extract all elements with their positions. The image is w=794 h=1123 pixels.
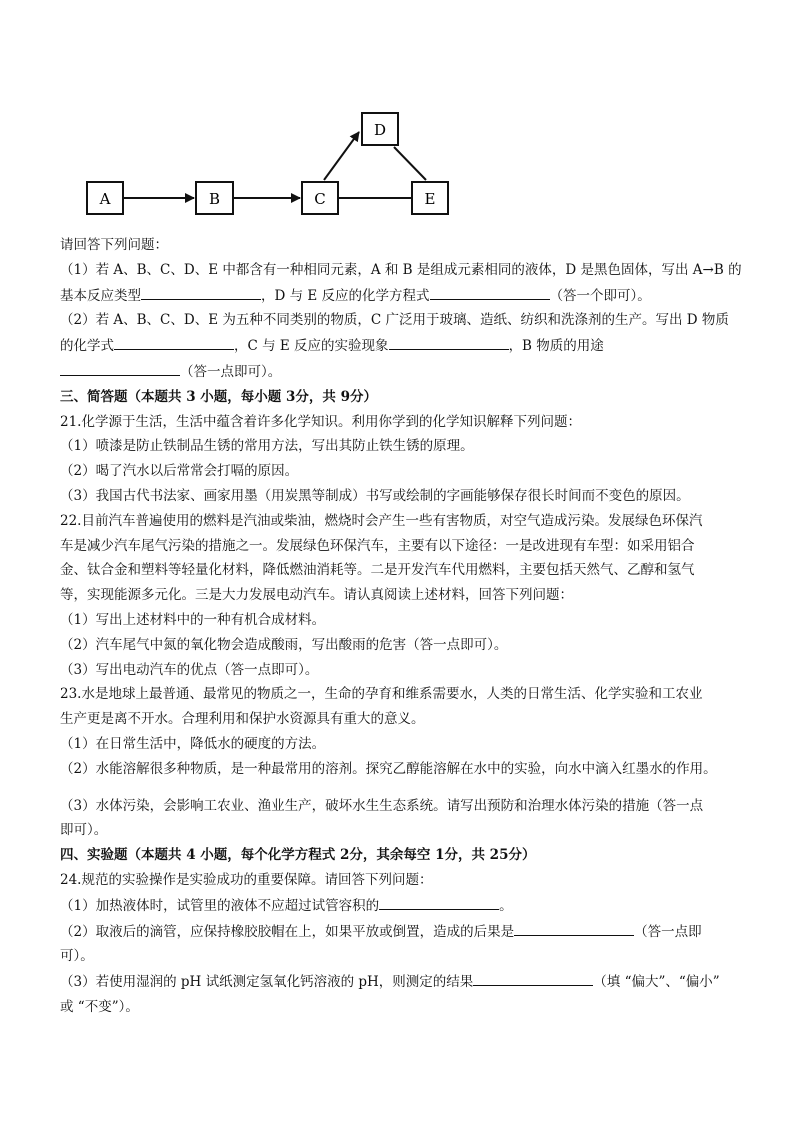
- q20-part1-line1: （1）若 A、B、C、D、E 中都含有一种相同元素，A 和 B 是组成元素相同的液体，D 是黑色固体，写出 A→B 的: [60, 261, 742, 278]
- section3-heading: 三、简答题（本题共 3 小题，每小题 3分，共 9分）: [60, 388, 377, 405]
- svg-text:C: C: [314, 190, 326, 208]
- svg-text:E: E: [424, 190, 436, 208]
- answer-blank-phenomenon[interactable]: [389, 333, 509, 350]
- q22-part3: （3）写出电动汽车的优点（答一点即可）。: [60, 661, 319, 678]
- answer-blank-usage-b[interactable]: [60, 359, 180, 376]
- node-c: [302, 182, 338, 214]
- q20-part1-text-a: 基本反应类型: [60, 287, 141, 304]
- q20-part2-line3: [60, 359, 750, 385]
- node-e: [412, 182, 448, 214]
- q22-line2: 车是减少汽车尾气污染的措施之一。发展绿色环保汽车，主要有以下途径：一是改进现有车型：如采用铝合: [60, 537, 695, 554]
- q24-part2-line2: 可）。: [60, 948, 94, 965]
- q20-part1-line2: [60, 283, 750, 309]
- q22-line3: 金、钛合金和塑料等轻量化材料，降低燃油消耗等。二是开发汽车代用燃料，主要包括天然气、乙醇和氢气: [60, 562, 695, 579]
- svg-text:B: B: [208, 190, 221, 208]
- q20-part2-line1: （2）若 A、B、C、D、E 为五种不同类别的物质，C 广泛用于玻璃、造纸、纺织和洗涤剂的生产。写出 D 物质: [60, 312, 729, 329]
- svg-text:D: D: [373, 121, 387, 139]
- answer-blank-volume[interactable]: [379, 893, 499, 910]
- q21-part2: （2）喝了汽水以后常常会打嗝的原因。: [60, 463, 299, 480]
- q23-line2: 生产更是离不开水。合理利用和保护水资源具有重大的意义。: [60, 711, 425, 728]
- reaction-flow-diagram: [86, 110, 466, 222]
- q21-part1: （1）喷漆是防止铁制品生锈的常用方法，写出其防止铁生锈的原理。: [60, 438, 474, 455]
- q24-part2-line1: [60, 919, 750, 945]
- q21-stem: 21.化学源于生活，生活中蕴含着许多化学知识。利用你学到的化学知识解释下列问题：: [60, 413, 581, 430]
- q20-part1-text-b: ，D 与 E 反应的化学方程式: [261, 287, 430, 304]
- q23-part3-line2: 即可）。: [60, 822, 108, 839]
- q23-part1: （1）在日常生活中，降低水的硬度的方法。: [60, 735, 326, 752]
- q22-line1: 22.目前汽车普遍使用的燃料是汽油或柴油，燃烧时会产生一些有害物质，对空气造成污染。发展绿色环保汽: [60, 512, 703, 529]
- node-b: [196, 182, 233, 214]
- q22-part2: （2）汽车尾气中氮的氧化物会造成酸雨，写出酸雨的危害（答一点即可）。: [60, 636, 508, 653]
- line-d-to-e: [394, 147, 426, 180]
- node-d: [362, 113, 398, 145]
- q24-part3-text-b: （填 “偏大”、“偏小”: [593, 974, 720, 991]
- svg-text:A: A: [99, 190, 111, 208]
- exam-content: [60, 233, 750, 1020]
- q24-part1: [60, 893, 750, 919]
- q24-part2-text-b: （答一点即: [634, 923, 702, 940]
- q24-stem: 24.规范的实验操作是实验成功的重要保障。请回答下列问题：: [60, 871, 433, 888]
- q24-part3-line1: [60, 969, 750, 995]
- q20-part2-line2: [60, 333, 750, 359]
- q24-part3-line2: 或 “不变”）。: [60, 998, 139, 1015]
- q24-part1-text-a: （1）加热液体时，试管里的液体不应超过试管容积的: [60, 897, 380, 914]
- answer-blank-formula-d[interactable]: [114, 333, 234, 350]
- q22-part1: （1）写出上述材料中的一种有机合成材料。: [60, 611, 326, 628]
- q23-part3-line1: （3）水体污染，会影响工农业、渔业生产，破坏水生生态系统。请写出预防和治理水体污染的措施（答一点: [60, 797, 704, 814]
- spacer: [60, 782, 750, 794]
- q24-part2-text-a: （2）取液后的滴管，应保持橡胶胶帽在上，如果平放或倒置，造成的后果是: [60, 923, 515, 940]
- q24-part3-text-a: （3）若使用湿润的 pH 试纸测定氢氧化钙溶液的 pH，则测定的结果: [60, 974, 474, 991]
- answer-blank-reaction-type[interactable]: [141, 283, 261, 300]
- q23-part2: （2）水能溶解很多种物质，是一种最常用的溶剂。探究乙醇能溶解在水中的实验，向水中滴入红墨水的作用。: [60, 760, 717, 777]
- arrow-c-to-d: [324, 132, 359, 180]
- node-a: [87, 182, 123, 214]
- q20-intro: 请回答下列问题：: [60, 237, 168, 253]
- answer-blank-ph-result[interactable]: [473, 969, 593, 986]
- q24-part1-text-b: 。: [499, 897, 513, 914]
- answer-blank-equation[interactable]: [430, 283, 550, 300]
- q20-part2-text-b: ，C 与 E 反应的实验现象: [234, 338, 389, 355]
- q22-line4: 等，实现能源多元化。三是大力发展电动汽车。请认真阅读上述材料，回答下列问题：: [60, 587, 573, 604]
- q20-part1-text-c: （答一个即可）。: [549, 287, 651, 304]
- q20-part2-text-c: ，B 物质的用途: [508, 338, 604, 355]
- q23-line1: 23.水是地球上最普通、最常见的物质之一，生命的孕育和维系需要水，人类的日常生活、化学实验和工农业: [60, 686, 703, 703]
- answer-blank-consequence[interactable]: [514, 919, 634, 936]
- q20-part2-text-d: （答一点即可）。: [180, 363, 282, 380]
- q21-part3: （3）我国古代书法家、画家用墨（用炭黑等制成）书写或绘制的字画能够保存很长时间而不变色的原因。: [60, 487, 690, 504]
- section4-heading: 四、实验题（本题共 4 小题，每个化学方程式 2分，其余每空 1分，共 25分）: [60, 847, 536, 864]
- q20-part2-text-a: 的化学式: [60, 338, 114, 355]
